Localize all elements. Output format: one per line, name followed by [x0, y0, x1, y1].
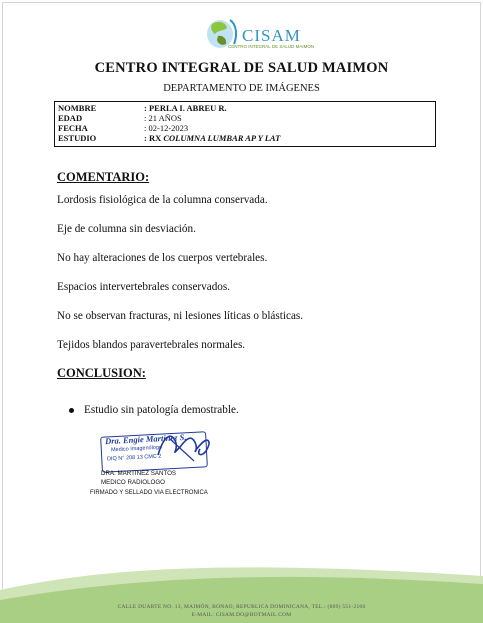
footer-email: E-MAIL: CISAM.DO@HOTMAIL.COM [191, 612, 292, 618]
info-row-age [58, 113, 432, 123]
info-row-name [58, 103, 432, 113]
cisam-logo [200, 14, 315, 54]
comment-line: No hay alteraciones de los cuerpos vertebrales. [57, 252, 268, 264]
comment-line: Eje de columna sin desviación. [57, 223, 196, 235]
bullet-icon [69, 408, 74, 413]
comment-line: Lordosis fisiológica de la columna conservada. [57, 194, 268, 206]
date-value: : 02-12-2023 [144, 123, 189, 133]
info-row-date [58, 123, 432, 133]
footer-contact [0, 603, 483, 619]
stamp-role: Medico Imagenólogo [110, 444, 163, 454]
study-value [144, 133, 280, 143]
conclusion-heading: CONCLUSION: [57, 366, 146, 380]
document-title: CENTRO INTEGRAL DE SALUD MAIMON [94, 60, 389, 76]
info-row-study [58, 133, 432, 143]
comment-list [57, 193, 457, 367]
patient-info-box [54, 101, 436, 147]
name-value: : PERLA I. ABREU R. [144, 103, 227, 113]
date-label: FECHA [58, 123, 88, 133]
stamp-doctor-name: Dra. Engie Martinez S. [104, 431, 187, 447]
logo-subtext: CENTRO INTEGRAL DE SALUD MAIMON [228, 44, 315, 49]
study-prefix: : RX [144, 133, 162, 143]
doctor-title: MEDICO RADIOLOGO [101, 479, 165, 486]
signature-block [101, 469, 176, 487]
conclusion-item [69, 404, 239, 416]
electronic-signature-note: FIRMADO Y SELLADO VIA ELECTRONICA [90, 490, 208, 496]
logo-text: CISAM [242, 26, 301, 45]
study-label: ESTUDIO [58, 133, 97, 143]
department-name: DEPARTAMENTO DE IMÁGENES [163, 83, 320, 94]
comment-heading: COMENTARIO: [57, 170, 150, 184]
handwritten-signature-icon [150, 425, 220, 465]
stamp-ids: DIQ N° 208 13 CMC 2 [106, 453, 162, 463]
doctor-name: DRA. MARTINEZ SANTOS [101, 470, 177, 477]
footer-address: CALLE DUARTE NO. 13, MAIMÓN, BONAO, REPUBLICA DOMINICANA, TEL.: (809) 551-2106 [117, 604, 366, 610]
comment-line: No se observan fracturas, ni lesiones líticas o blásticas. [57, 310, 304, 322]
age-value: : 21 AÑOS [144, 113, 182, 123]
conclusion-text: Estudio sin patología demostrable. [84, 404, 239, 416]
comment-line: Tejidos blandos paravertebrales normales. [57, 339, 246, 351]
comment-line: Espacios intervertebrales conservados. [57, 281, 231, 293]
name-label: NOMBRE [58, 103, 97, 113]
age-label: EDAD [58, 113, 83, 123]
study-name: COLUMNA LUMBAR AP Y LAT [163, 133, 281, 143]
